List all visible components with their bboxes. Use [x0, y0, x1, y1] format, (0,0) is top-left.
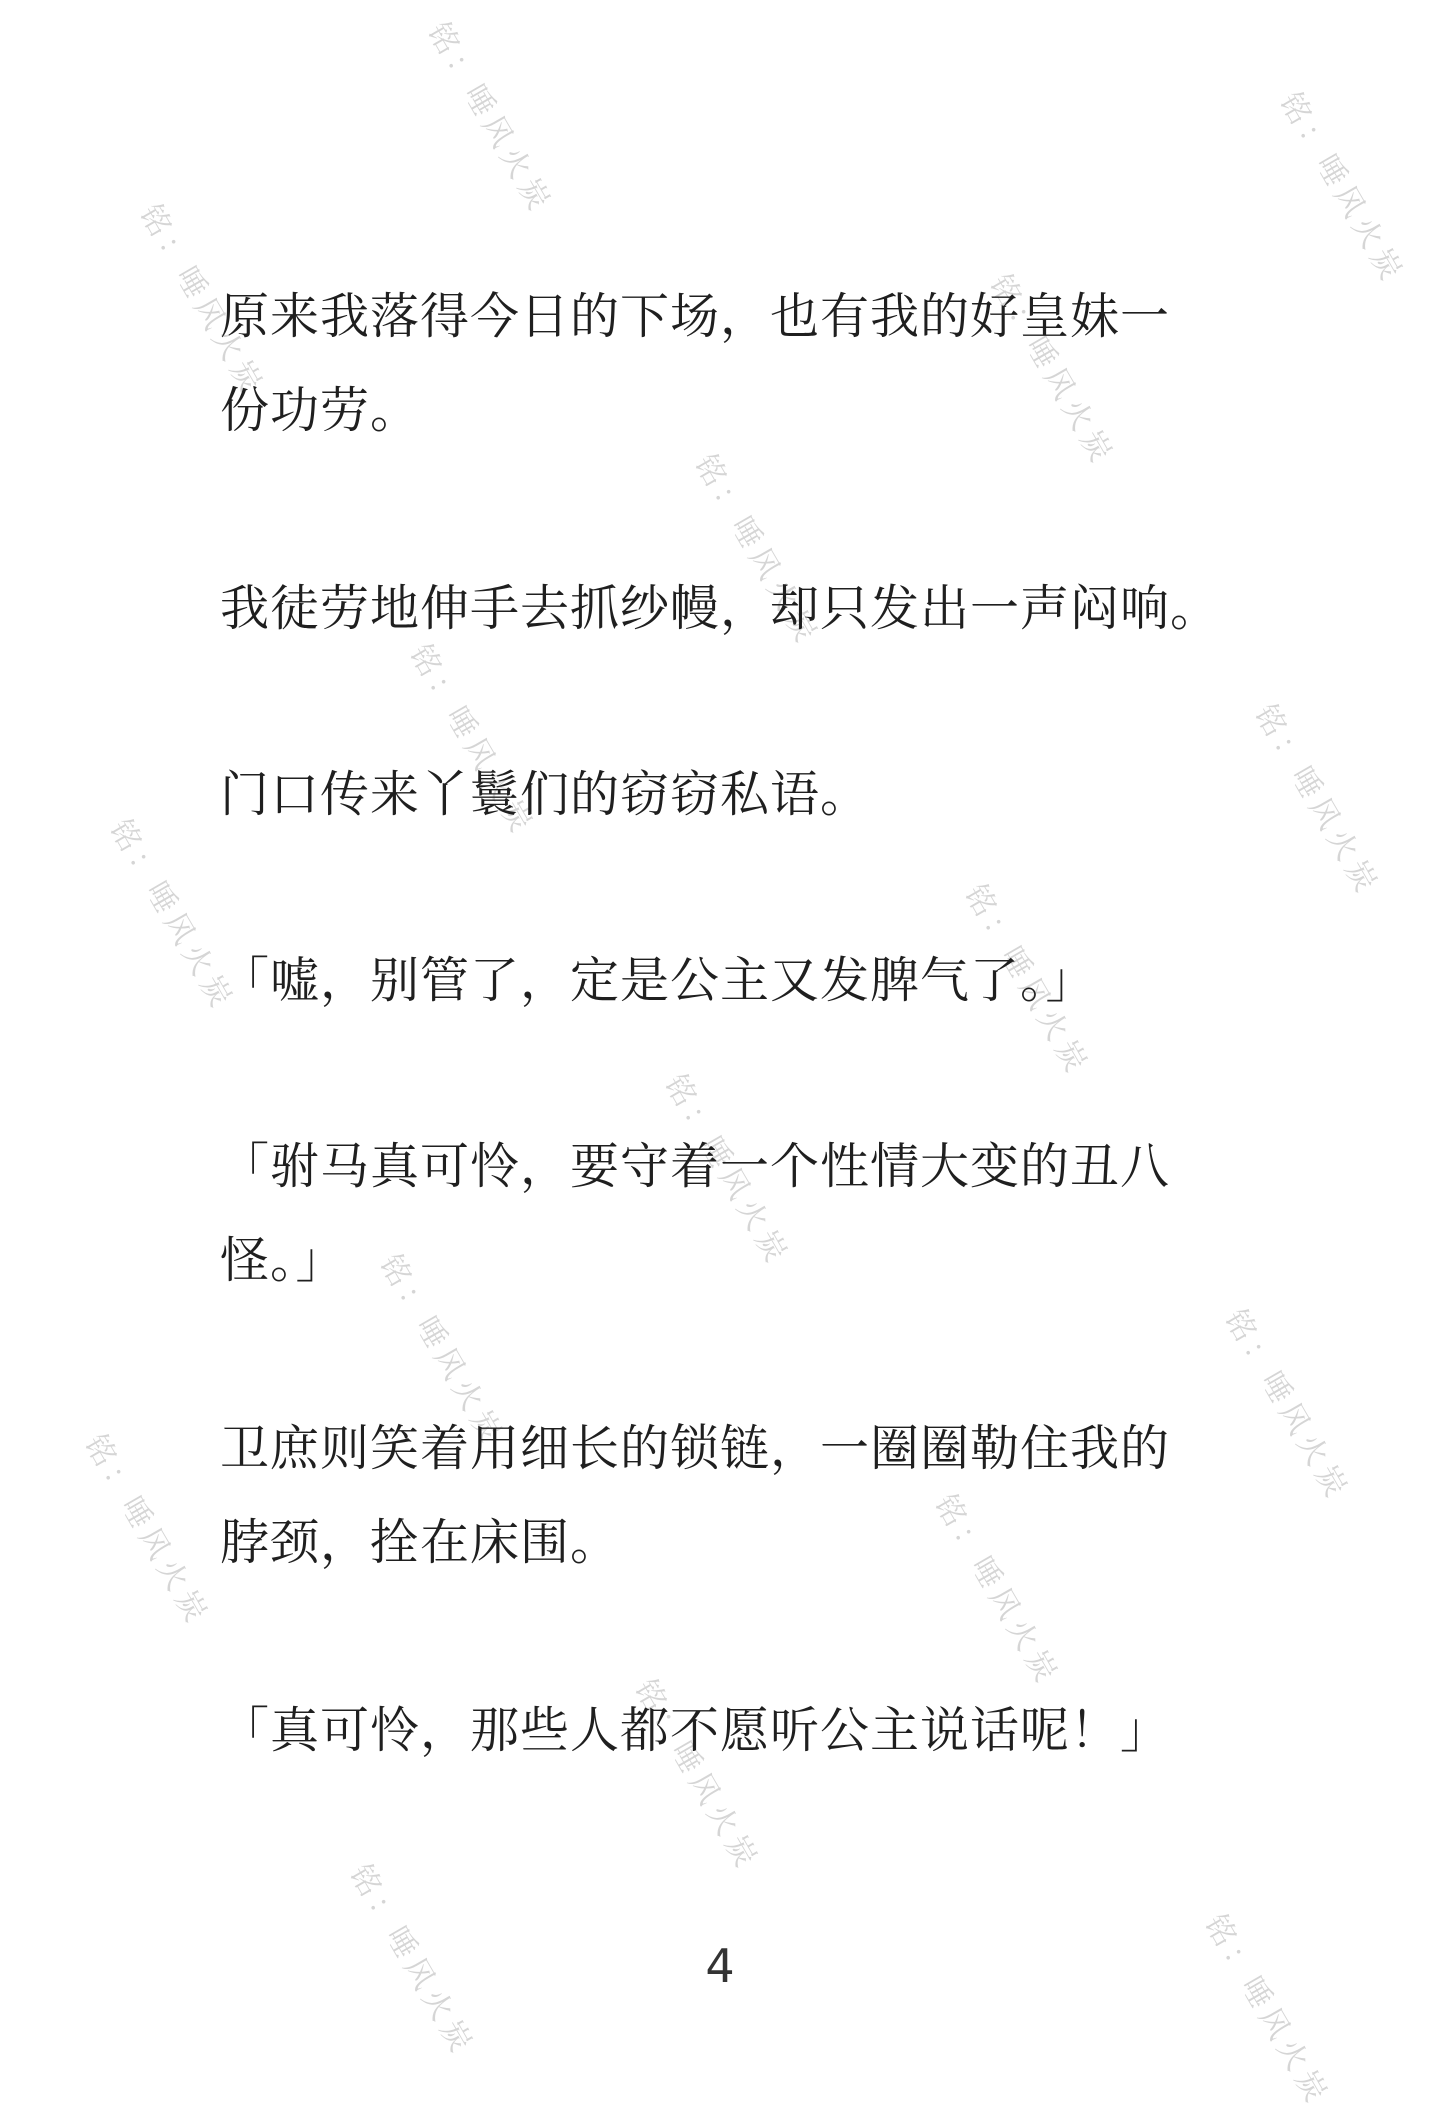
paragraph: 「驸马真可怜，要守着一个性情大变的丑八 怪。」	[220, 1138, 1171, 1289]
watermark: 铭：唾风火炭	[77, 1428, 216, 1634]
watermark: 铭：唾风火炭	[102, 813, 241, 1019]
watermark: 铭：唾风火炭	[342, 1858, 481, 2064]
watermark: 铭：唾风火炭	[420, 16, 559, 222]
watermark: 铭：唾风火炭	[1272, 86, 1411, 292]
watermark: 铭：唾风火炭	[957, 878, 1096, 1084]
watermark: 铭：唾风火炭	[982, 268, 1121, 474]
paragraph: 「嘘，别管了，定是公主又发脾气了。」	[220, 952, 1096, 1009]
watermark: 铭：唾风火炭	[657, 1068, 796, 1274]
paragraph: 我徒劳地伸手去抓纱幔，却只发出一声闷响。	[220, 580, 1221, 637]
paragraph: 门口传来丫鬟们的窃窃私语。	[220, 766, 871, 823]
watermark: 铭：唾风火炭	[687, 448, 826, 654]
watermark: 铭：唾风火炭	[402, 638, 541, 844]
watermark: 铭：唾风火炭	[627, 1673, 766, 1879]
watermark: 铭：唾风火炭	[1197, 1908, 1336, 2113]
paragraph: 「真可怜，那些人都不愿听公主说话呢！」	[220, 1702, 1171, 1759]
watermark: 铭：唾风火炭	[927, 1488, 1066, 1694]
paragraph: 卫庶则笑着用细长的锁链，一圈圈勒住我的 脖颈，拴在床围。	[220, 1420, 1171, 1571]
watermark: 铭：唾风火炭	[372, 1248, 511, 1454]
page-number: 4	[705, 1939, 735, 1993]
watermark: 铭：唾风火炭	[1247, 698, 1386, 904]
paragraph: 原来我落得今日的下场，也有我的好皇妹一 份功劳。	[220, 288, 1171, 439]
watermark: 铭：唾风火炭	[1217, 1303, 1356, 1509]
watermark: 铭：唾风火炭	[132, 198, 271, 404]
